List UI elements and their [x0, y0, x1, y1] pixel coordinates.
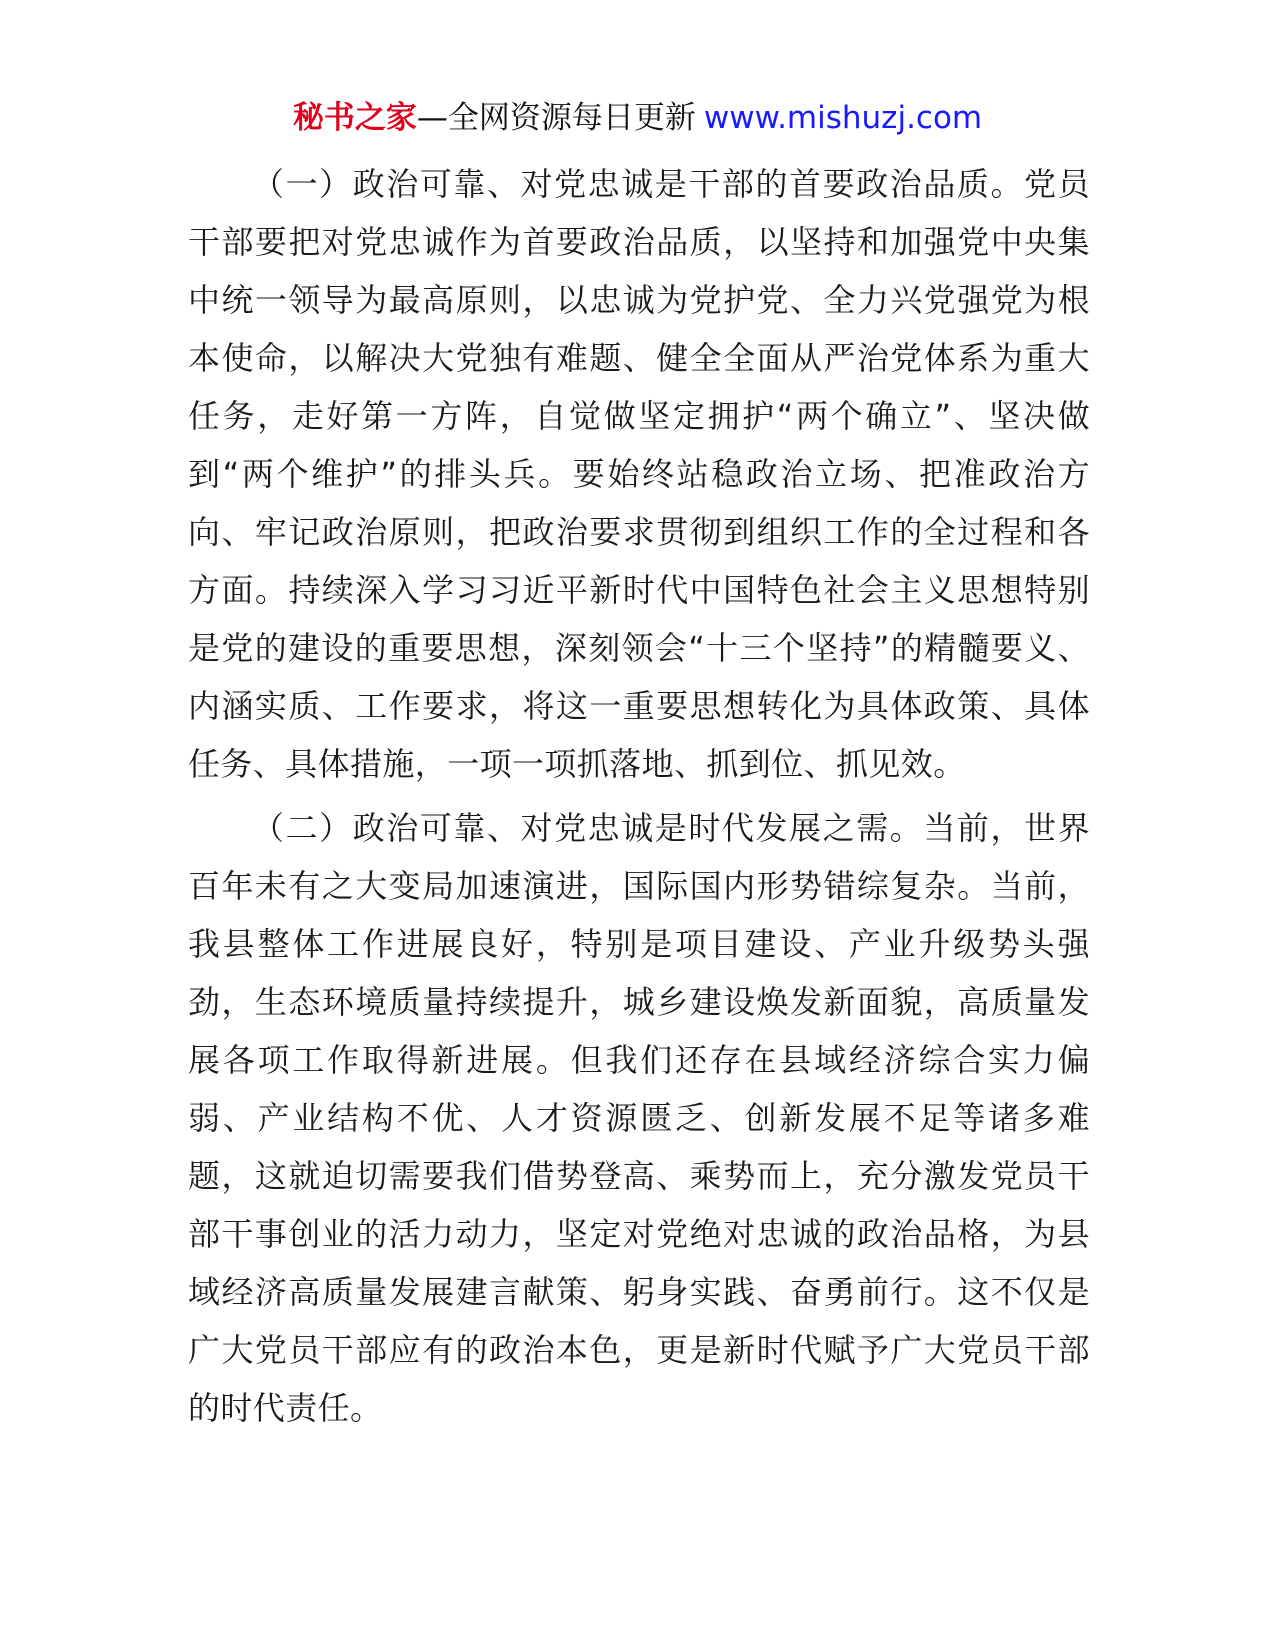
website-link[interactable]: www.mishuzj.com	[703, 100, 983, 136]
paragraph-2: （二）政治可靠、对党忠诚是时代发展之需。当前，世界百年未有之大变局加速演进，国际国内形势错综复杂。当前，我县整体工作进展良好，特别是项目建设、产业升级势头强劲，生态环境质量持续提升，城乡建设焕发新面貌，高质量发展各项工作取得新进展。但我们还存在县域经济综合实力偏弱、产业结构不优、人才资源匮乏、创新发展不足等诸多难题，这就迫切需要我们借势登高、乘势而上，充分激发党员干部干事创业的活力动力，坚定对党绝对忠诚的政治品格，为县域经济高质量发展建言献策、躬身实践、奋勇前行。这不仅是广大党员干部应有的政治本色，更是新时代赋予广大党员干部的时代责任。	[188, 809, 1090, 1427]
document-body	[188, 155, 1090, 1437]
brand-name: 秘书之家	[292, 100, 417, 136]
header-slogan: —全网资源每日更新	[416, 100, 696, 136]
page-header	[0, 96, 1275, 140]
paragraph-1: （一）政治可靠、对党忠诚是干部的首要政治品质。党员干部要把对党忠诚作为首要政治品质，以坚持和加强党中央集中统一领导为最高原则，以忠诚为党护党、全力兴党强党为根本使命，以解决大党独有难题、健全全面从严治党体系为重大任务，走好第一方阵，自觉做坚定拥护“两个确立”、坚决做到“两个维护”的排头兵。要始终站稳政治立场、把准政治方向、牢记政治原则，把政治要求贯彻到组织工作的全过程和各方面。持续深入学习习近平新时代中国特色社会主义思想特别是党的建设的重要思想，深刻领会“十三个坚持”的精髓要义、内涵实质、工作要求，将这一重要思想转化为具体政策、具体任务、具体措施，一项一项抓落地、抓到位、抓见效。	[188, 165, 1090, 783]
